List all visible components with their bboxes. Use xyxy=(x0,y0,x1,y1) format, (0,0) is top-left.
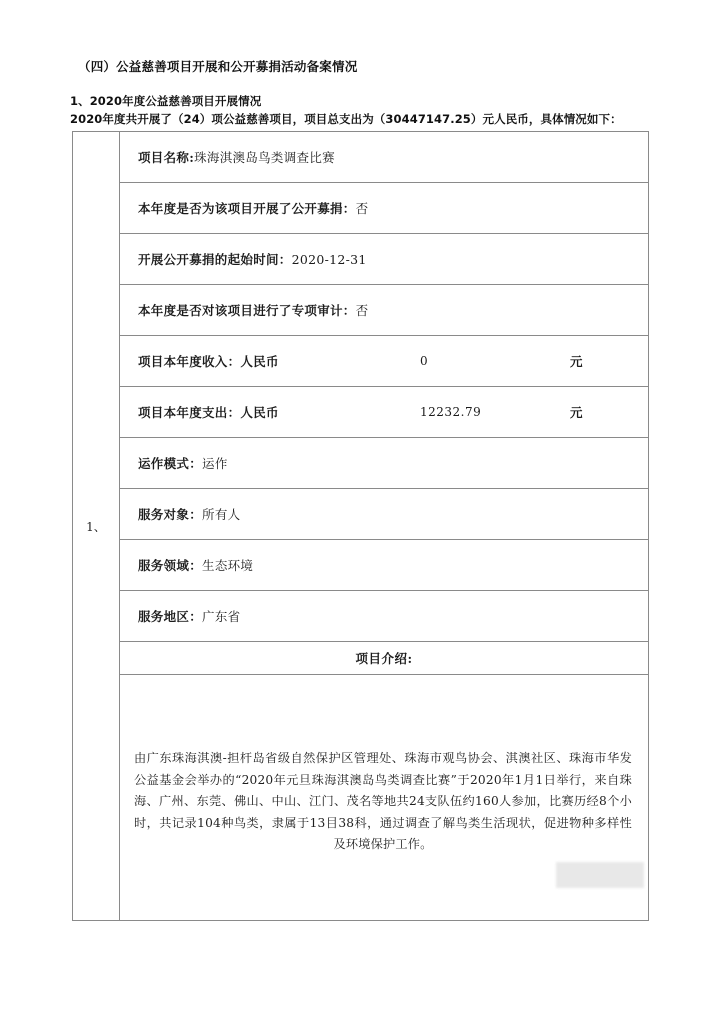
table-row xyxy=(73,183,649,234)
field-public-fundraising xyxy=(120,183,649,234)
field-value: 2020-12-31 xyxy=(291,252,367,267)
field-value: 否 xyxy=(355,201,369,216)
field-value: 否 xyxy=(355,303,369,318)
project-table xyxy=(72,131,649,921)
income-amount: 0 xyxy=(420,354,429,368)
field-annual-income xyxy=(120,336,649,387)
field-label: 服务对象： xyxy=(138,507,203,522)
field-label: 项目本年度收入：人民币 xyxy=(138,354,279,369)
table-row xyxy=(73,285,649,336)
table-row xyxy=(73,489,649,540)
field-annual-expenditure xyxy=(120,387,649,438)
table-row xyxy=(73,132,649,183)
field-special-audit xyxy=(120,285,649,336)
project-introduction-text: 由广东珠海淇澳-担杆岛省级自然保护区管理处、珠海市观鸟协会、淇澳社区、珠海市华发公益基金会举办的“2020年元旦珠海淇澳岛鸟类调查比赛”于2020年1月1日举行，来自珠海、广州、东莞、佛山、中山、江门、茂名等地共24支队伍约160人参加，比赛历经8个小时，共记录104种鸟类，隶属于13目38科，通过调查了解鸟类生活现状，促进物种多样性及环境保护工作。 xyxy=(134,751,632,852)
field-label: 本年度是否对该项目进行了专项审计： xyxy=(138,303,356,318)
field-value: 珠海淇澳岛鸟类调查比赛 xyxy=(194,150,335,165)
field-label: 运作模式： xyxy=(138,456,203,471)
field-value: 生态环境 xyxy=(202,558,254,573)
field-service-region xyxy=(120,591,649,642)
subsection-heading: 1、2020年度公益慈善项目开展情况 xyxy=(70,94,262,108)
field-label: 项目名称: xyxy=(138,150,195,165)
field-label: 服务地区： xyxy=(138,609,203,624)
field-fundraising-start-date xyxy=(120,234,649,285)
table-row xyxy=(73,642,649,675)
table-row xyxy=(73,438,649,489)
field-value: 广东省 xyxy=(202,609,241,624)
table-row xyxy=(73,591,649,642)
field-value: 所有人 xyxy=(202,507,241,522)
section-heading: （四）公益慈善项目开展和公开募捐活动备案情况 xyxy=(78,59,358,74)
field-value: 运作 xyxy=(202,456,228,471)
summary-line: 2020年度共开展了（24）项公益慈善项目，项目总支出为（30447147.25）元人民币，具体情况如下： xyxy=(70,112,622,126)
row-index-cell: 1、 xyxy=(73,132,120,921)
table-row xyxy=(73,336,649,387)
table-row xyxy=(73,234,649,285)
field-label: 服务领域： xyxy=(138,558,203,573)
field-service-area-domain xyxy=(120,540,649,591)
expenditure-unit: 元 xyxy=(570,405,583,420)
field-operation-mode xyxy=(120,438,649,489)
field-label: 本年度是否为该项目开展了公开募捐： xyxy=(138,201,356,216)
field-label: 项目本年度支出：人民币 xyxy=(138,405,279,420)
field-label: 开展公开募捐的起始时间： xyxy=(138,252,292,267)
table-row xyxy=(73,387,649,438)
field-project-name xyxy=(120,132,649,183)
expenditure-amount: 12232.79 xyxy=(420,405,482,419)
table-row xyxy=(73,540,649,591)
scan-artifact xyxy=(556,862,644,888)
project-introduction-title: 项目介绍: xyxy=(120,642,649,675)
field-service-target xyxy=(120,489,649,540)
income-unit: 元 xyxy=(570,354,583,369)
